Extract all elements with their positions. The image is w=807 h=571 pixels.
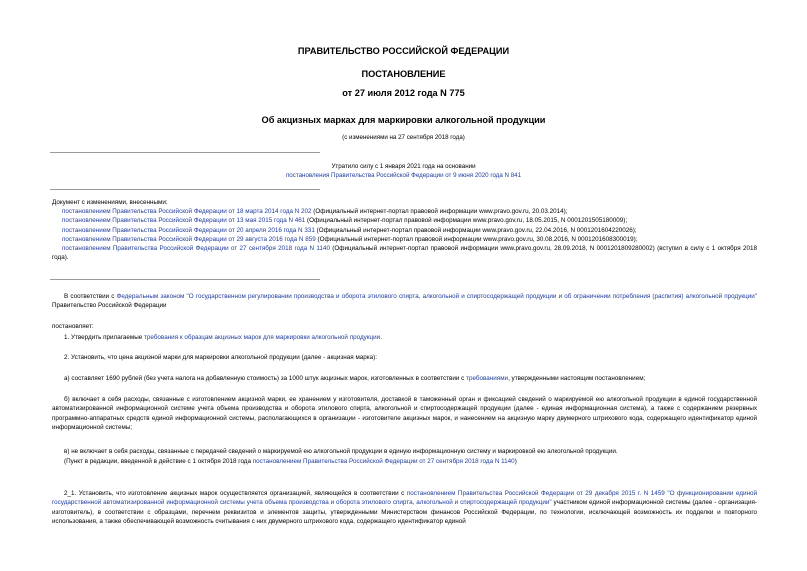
divider	[50, 152, 320, 153]
amendment-link[interactable]: постановлением Правительства Российской Федерации от 27 сентября 2018 года N 1140	[62, 245, 330, 253]
amendment-link[interactable]: постановлением Правительства Российской Федерации от 13 мая 2015 года N 461	[62, 217, 306, 225]
paragraph-2a	[52, 374, 757, 383]
text: В соответствии с	[64, 293, 117, 300]
list-item	[52, 244, 757, 262]
paragraph-decree: постановляет:	[52, 323, 94, 330]
paragraph-preamble	[52, 292, 757, 311]
edition-remark	[52, 457, 757, 466]
amendment-link[interactable]: постановлением Правительства Российской Федерации от 29 августа 2016 года N 859	[62, 235, 316, 243]
document-date: от 27 июля 2012 года N 775	[342, 88, 465, 98]
text: )	[514, 458, 517, 465]
amendment-source: (Официальный интернет-портал правовой информации www.pravo.gov.ru, 28.09.2018, N 0001201809280002) (вступил в силу с 1 октября 2018 года).	[52, 245, 757, 262]
document-type: ПОСТАНОВЛЕНИЕ	[361, 69, 446, 79]
text: участником единой информационной системы (далее - организация-изготовитель), в соответствии с образцами, перечнем реквизитов и элементов защиты, утвержденными Министерством финансов Российской Федерации, по технологии, исключающей возможность их подделки и повторного использования, а также обеспечивающей возможность считывания с них двумерного штрихового кода, содержащего идентификатор единой	[52, 499, 757, 525]
text: в) не включает в себя расходы, связанные с передачей сведений о маркируемой ею алкогольной продукции в единую информационную систему и маркировкой ею алкогольной продукции.	[64, 448, 618, 455]
changes-list	[52, 198, 757, 262]
amendment-source: (Официальный интернет-портал правовой информации www.pravo.gov.ru, 30.08.2016, N 0001201608300019);	[315, 235, 638, 243]
changes-intro: Документ с изменениями, внесенными:	[52, 199, 168, 206]
requirements-link[interactable]: требования к образцам акцизных марок для маркировки алкогольной продукции	[144, 334, 381, 341]
divider	[50, 279, 320, 280]
amendment-source: (Официальный интернет-портал правовой информации www.pravo.gov.ru, 20.03.2014);	[311, 208, 568, 216]
government-heading: ПРАВИТЕЛЬСТВО РОССИЙСКОЙ ФЕДЕРАЦИИ	[297, 46, 510, 56]
list-item	[52, 207, 757, 216]
expired-text: Утратило силу с 1 января 2021 года на основании	[331, 163, 476, 170]
amendment-source: (Официальный интернет-портал правовой информации www.pravo.gov.ru, 18.05.2015, N 0001201505180009);	[305, 217, 628, 225]
paragraph-2b	[52, 395, 757, 432]
text: 1. Утвердить прилагаемые	[64, 334, 144, 341]
expired-link-row	[0, 172, 807, 181]
decree-1459-link[interactable]: постановлением Правительства Российской Федерации от 29 декабря 2015 г. N 1459 "О функционировании единой государственной автоматизированной информационной системы учета объема производства и оборота этилового спирта, алкогольной и спиртосодержащей продукции"	[52, 490, 757, 507]
federal-law-link[interactable]: Федеральным законом "О государственном регулировании производства и оборота этилового спирта, алкогольной и спиртосодержащей продукции и об ограничении потребления (распития) алкогольной продукции"	[116, 293, 757, 300]
list-item	[52, 226, 757, 235]
text: б) включает в себя расходы, связанные с изготовлением акцизной марки, ее хранением у изготовителя, доставкой в таможенный орган и фиксацией сведений о маркируемой ею алкогольной продукции в единой государственной автоматизированной информационной системе учета объема производства и оборота этилового спирта, алкогольной и спиртосодержащей продукции (далее - единая информационная система), а также с содержанием резервных программно-аппаратных средств единой информационной системы, располагающихся в организации - изготовителе акцизных марок, и нанесением на акцизную марку двумерного штрихового кода, содержащего идентификатор единой информационной системы;	[52, 396, 757, 431]
paragraph-2	[52, 353, 757, 362]
text: 2. Установить, что цена акцизной марки для маркировки алкогольной продукции (далее - акцизная марка):	[64, 354, 378, 361]
amendment-source: (Официальный интернет-портал правовой информации www.pravo.gov.ru, 22.04.2016, N 0001201604220026);	[314, 226, 637, 234]
document-title: Об акцизных марках для маркировки алкогольной продукции	[261, 115, 546, 125]
amendment-1140-link[interactable]: постановлением Правительства Российской Федерации от 27 сентября 2018 года N 1140	[252, 458, 515, 465]
list-item	[52, 235, 757, 244]
paragraph-2-1	[52, 489, 757, 526]
text: 2_1. Установить, что изготовление акцизных марок осуществляется организацией, являющейся в соответствии с	[64, 490, 407, 497]
paragraph-2c	[52, 447, 757, 456]
amendment-link[interactable]: постановлением Правительства Российской Федерации от 20 апреля 2016 года N 331	[62, 226, 315, 234]
text: Правительство Российской Федерации	[52, 302, 167, 310]
text: а) составляет 1690 рублей (без учета налога на добавленную стоимость) за 1000 штук акцизных марок, изготовленных в соответствии с	[64, 375, 467, 382]
text: , утвержденными настоящим постановлением;	[508, 375, 646, 382]
requirements-ref-link[interactable]: требованиями	[466, 375, 509, 382]
text: (Пункт в редакции, введенной в действие с 1 октября 2018 года	[64, 458, 253, 465]
list-item	[52, 216, 757, 225]
amendment-link[interactable]: постановлением Правительства Российской Федерации от 18 марта 2014 года N 202	[62, 208, 312, 216]
paragraph-1	[52, 333, 757, 342]
expired-link[interactable]: постановления Правительства Российской Федерации от 9 июня 2020 года N 841	[285, 172, 522, 179]
divider	[50, 189, 320, 190]
text: .	[380, 334, 382, 341]
edition-note: (с изменениями на 27 сентября 2018 года)	[342, 134, 465, 141]
